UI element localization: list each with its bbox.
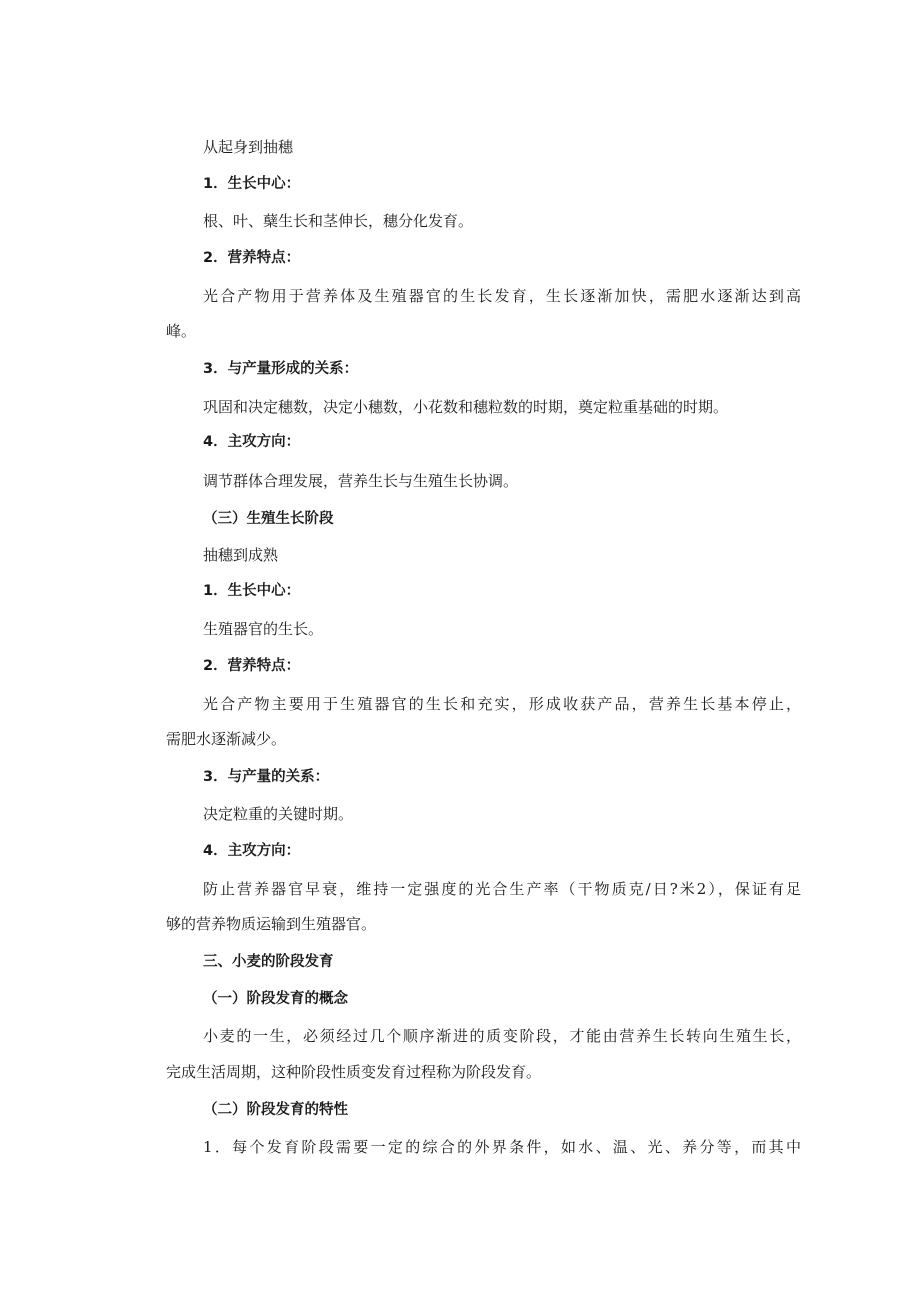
paragraph-growth-center: 根、叶、蘖生长和茎伸长，穗分化发育。 (203, 212, 474, 230)
paragraph-concept-line2: 完成生活周期，这种阶段性质变发育过程称为阶段发育。 (166, 1063, 542, 1081)
paragraph-yield-relation: 巩固和决定穗数，决定小穗数，小花数和穗粒数的时期，奠定粒重基础的时期。 (203, 398, 729, 416)
section-heading-wheat-stage-development: 三、小麦的阶段发育 (203, 954, 334, 970)
heading-reproductive-stage: （三）生殖生长阶段 (203, 511, 334, 527)
paragraph-yield-relation-2: 决定粒重的关键时期。 (203, 805, 354, 823)
heading-main-direction-2: 4．主攻方向： (203, 843, 301, 859)
heading-nutrition: 2．营养特点： (203, 250, 301, 266)
heading-growth-center-2: 1．生长中心： (203, 583, 301, 599)
heading-concept: （一）阶段发育的概念 (203, 991, 348, 1007)
paragraph-reproductive-range: 抽穗到成熟 (203, 546, 279, 564)
heading-main-direction: 4．主攻方向： (203, 434, 301, 450)
paragraph-stage-range: 从起身到抽穗 (203, 138, 294, 156)
paragraph-concept-line1: 小麦的一生，必须经过几个顺序渐进的质变阶段，才能由营养生长转向生殖生长， (203, 1027, 801, 1045)
heading-nutrition-2: 2．营养特点： (203, 658, 301, 674)
paragraph-nutrition-line2: 峰。 (166, 322, 197, 340)
paragraph-growth-center-2: 生殖器官的生长。 (203, 620, 324, 638)
paragraph-characteristics-line1: 1．每个发育阶段需要一定的综合的外界条件，如水、温、光、养分等，而其中 (203, 1138, 801, 1156)
paragraph-nutrition-2-line2: 需肥水逐渐减少。 (166, 730, 287, 748)
paragraph-nutrition-2-line1: 光合产物主要用于生殖器官的生长和充实，形成收获产品，营养生长基本停止， (203, 695, 801, 713)
paragraph-main-direction-2-line1: 防止营养器官早衰，维持一定强度的光合生产率（干物质克/日?米2），保证有足 (203, 880, 801, 898)
heading-yield-relation-2: 3．与产量的关系： (203, 769, 330, 785)
heading-characteristics: （二）阶段发育的特性 (203, 1102, 348, 1118)
paragraph-main-direction-2-line2: 够的营养物质运输到生殖器官。 (166, 915, 377, 933)
paragraph-main-direction: 调节群体合理发展，营养生长与生殖生长协调。 (203, 472, 519, 490)
heading-growth-center: 1．生长中心： (203, 176, 301, 192)
paragraph-nutrition-line1: 光合产物用于营养体及生殖器官的生长发育，生长逐渐加快，需肥水逐渐达到高 (203, 287, 801, 305)
heading-yield-relation: 3．与产量形成的关系： (203, 361, 359, 377)
